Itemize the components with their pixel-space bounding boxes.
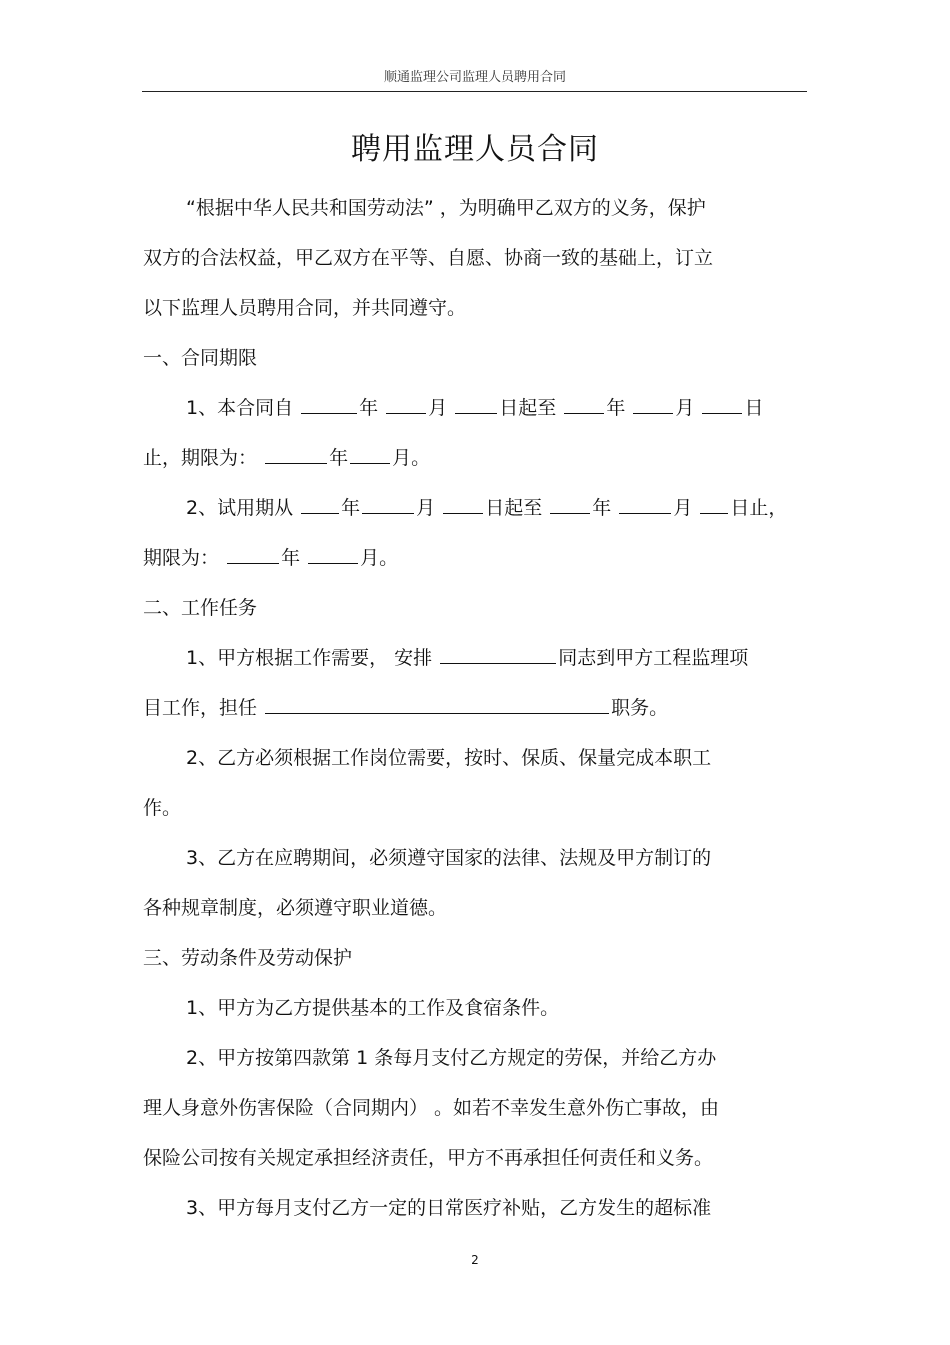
clause-2-2-line-2: 作。 [143, 797, 182, 819]
year-label: 年 [329, 447, 349, 469]
clause-2-3-line-1: 3、乙方在应聘期间，必须遵守国家的法律、法规及甲方制订的 [186, 847, 712, 869]
probation-end-month-blank[interactable] [619, 495, 671, 514]
clause-1-2-line-2 [143, 543, 398, 570]
intro-line-3: 以下监理人员聘用合同，并共同遵守。 [143, 297, 467, 319]
contract-start-year-blank[interactable] [301, 395, 357, 414]
section-1-heading: 一、合同期限 [143, 347, 258, 369]
document-title: 聘用监理人员合同 [351, 132, 599, 167]
day-label: 日止， [730, 497, 788, 519]
clause-1-1-lead: 1、本合同自 [186, 397, 294, 419]
header-rule [142, 91, 807, 92]
clause-3-1: 1、甲方为乙方提供基本的工作及食宿条件。 [186, 997, 560, 1019]
month-label: 月 [416, 497, 436, 519]
page-number: 2 [471, 1253, 479, 1267]
contract-term-years-blank[interactable] [265, 445, 327, 464]
clause-2-1-line-2 [143, 693, 668, 720]
contract-term-months-blank[interactable] [350, 445, 390, 464]
section-3-heading: 三、劳动条件及劳动保护 [143, 947, 353, 969]
term-label: 止，期限为： [143, 447, 258, 469]
clause-2-1-continuation: 同志到甲方工程监理项 [558, 647, 749, 669]
running-header: 顺通监理公司监理人员聘用合同 [383, 70, 566, 85]
term-label: 期限为： [143, 547, 220, 569]
clause-1-1-line-1 [186, 393, 763, 420]
probation-end-day-blank[interactable] [700, 495, 728, 514]
clause-3-3-line-1: 3、甲方每月支付乙方一定的日常医疗补贴，乙方发生的超标准 [186, 1197, 712, 1219]
probation-term-months-blank[interactable] [308, 545, 358, 564]
month-label: 月 [675, 397, 695, 419]
section-2-heading: 二、工作任务 [143, 597, 258, 619]
intro-line-1: “根据中华人民共和国劳动法” ，为明确甲乙双方的义务，保护 [186, 197, 706, 219]
clause-2-3-line-2: 各种规章制度，必须遵守职业道德。 [143, 897, 448, 919]
employee-name-blank[interactable] [440, 645, 556, 664]
month-label: 月 [428, 397, 448, 419]
year-label: 年 [606, 397, 626, 419]
month-label: 月。 [360, 547, 399, 569]
clause-1-2-lead: 2、试用期从 [186, 497, 294, 519]
contract-end-year-blank[interactable] [564, 395, 604, 414]
clause-2-2-line-1: 2、乙方必须根据工作岗位需要，按时、保质、保量完成本职工 [186, 747, 712, 769]
month-label: 月。 [392, 447, 431, 469]
year-label: 年 [281, 547, 301, 569]
month-label: 月 [673, 497, 693, 519]
probation-term-years-blank[interactable] [227, 545, 279, 564]
day-to-label: 日起至 [499, 397, 557, 419]
clause-3-2-line-3: 保险公司按有关规定承担经济责任，甲方不再承担任何责任和义务。 [143, 1147, 714, 1169]
probation-start-month-blank[interactable] [362, 495, 414, 514]
clause-3-2-line-1: 2、甲方按第四款第 1 条每月支付乙方规定的劳保，并给乙方办 [186, 1047, 717, 1069]
position-label: 目工作，担任 [143, 697, 258, 719]
clause-1-2-line-1 [186, 493, 787, 520]
contract-start-day-blank[interactable] [455, 395, 497, 414]
contract-start-month-blank[interactable] [386, 395, 426, 414]
clause-2-1-line-1 [186, 643, 748, 670]
contract-end-day-blank[interactable] [702, 395, 742, 414]
year-label: 年 [592, 497, 612, 519]
day-label: 日 [744, 397, 764, 419]
year-label: 年 [359, 397, 379, 419]
day-to-label: 日起至 [485, 497, 543, 519]
clause-2-1-lead: 1、甲方根据工作需要， 安排 [186, 647, 433, 669]
probation-start-year-blank[interactable] [301, 495, 339, 514]
probation-end-year-blank[interactable] [550, 495, 590, 514]
clause-1-1-line-2 [143, 443, 430, 470]
intro-line-2: 双方的合法权益，甲乙双方在平等、自愿、协商一致的基础上，订立 [143, 247, 714, 269]
clause-3-2-line-2: 理人身意外伤害保险（合同期内） 。如若不幸发生意外伤亡事故，由 [143, 1097, 720, 1119]
contract-end-month-blank[interactable] [633, 395, 673, 414]
duty-label: 职务。 [611, 697, 669, 719]
year-label: 年 [341, 497, 361, 519]
probation-start-day-blank[interactable] [443, 495, 483, 514]
position-title-blank[interactable] [265, 695, 609, 714]
